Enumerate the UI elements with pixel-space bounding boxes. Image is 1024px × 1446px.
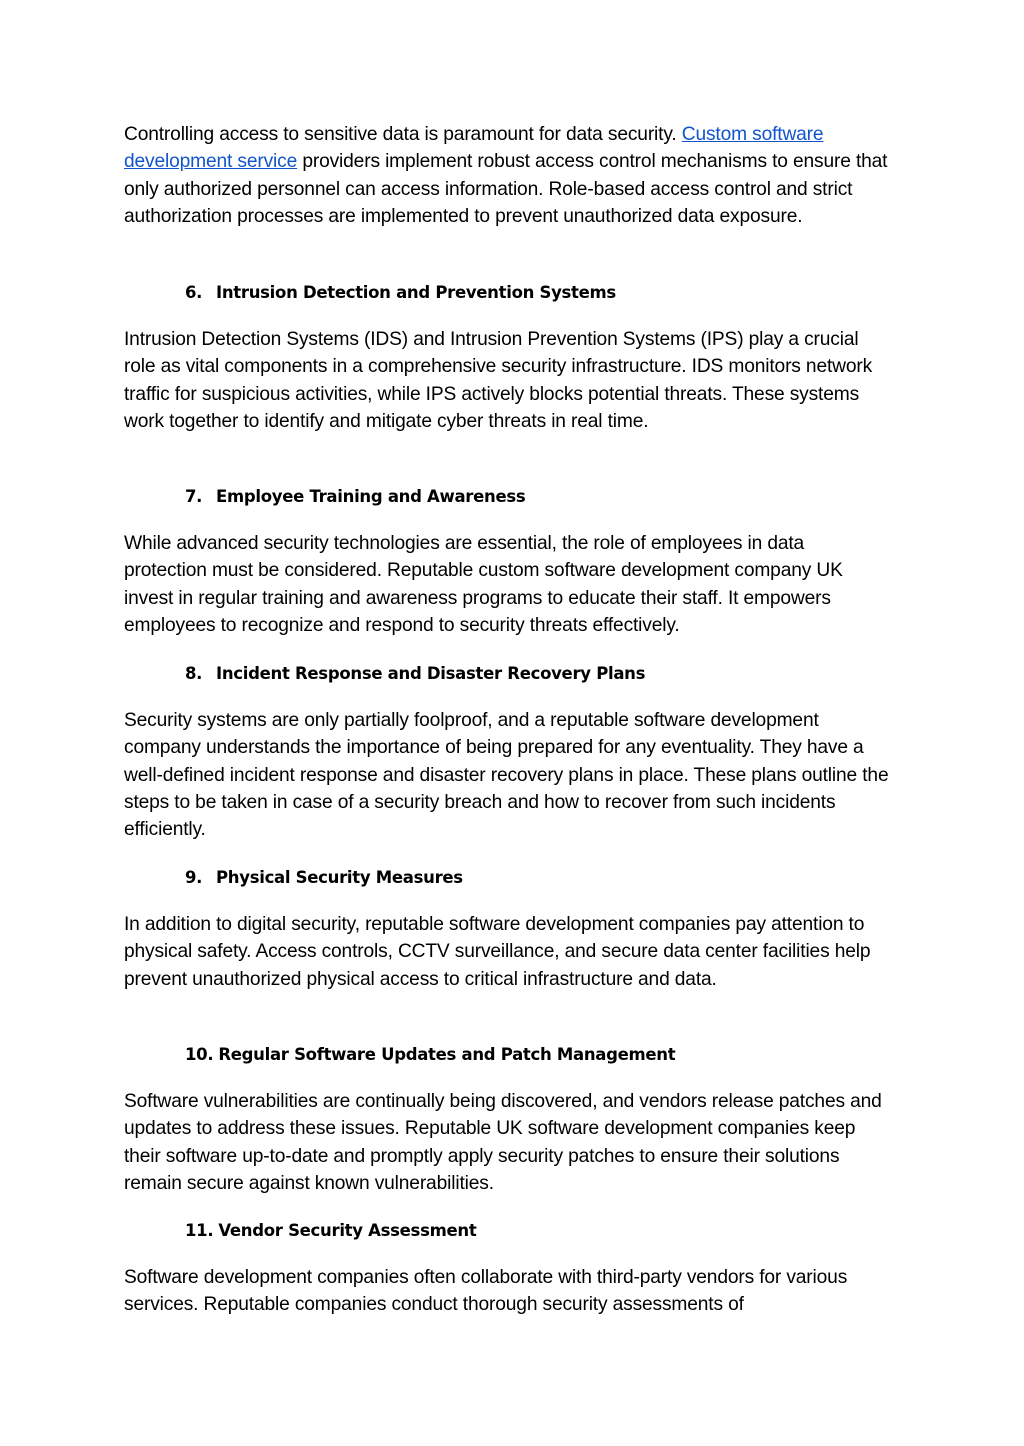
section-number: 6.: [185, 283, 203, 302]
section-number: 9.: [185, 868, 203, 887]
section-heading-11: [124, 1220, 905, 1242]
section-number: 10.: [185, 1045, 214, 1064]
section-number: 11.: [185, 1221, 214, 1240]
intro-paragraph: [124, 121, 904, 230]
section-title: Employee Training and Awareness: [216, 487, 526, 506]
section-title: Incident Response and Disaster Recovery Plans: [216, 664, 646, 683]
section-body-6: Intrusion Detection Systems (IDS) and Intrusion Prevention Systems (IPS) play a crucial role as vital components in a comprehensive security infrastructure. IDS monitors network traffic for suspicious activities, while IPS actively blocks potential threats. These systems work together to identify and mitigate cyber threats in real time.: [124, 329, 873, 432]
section-heading-6: [124, 282, 905, 304]
section-body-9: In addition to digital security, reputable software development companies pay attention to physical safety. Access controls, CCTV surveillance, and secure data center facilities help prevent unauthorized physical access to critical infrastructure and data.: [124, 914, 871, 990]
section-body-11: Software development companies often collaborate with third-party vendors for various services. Reputable companies conduct thorough security assessments of: [124, 1267, 848, 1316]
section-title: Vendor Security Assessment: [218, 1221, 477, 1240]
section-title: Physical Security Measures: [216, 868, 463, 887]
section-body-8: Security systems are only partially foolproof, and a reputable software development company understands the importance of being prepared for any eventuality. They have a well-defined incident response and disaster recovery plans in place. These plans outline the steps to be taken in case of a security breach and how to recover from such incidents efficiently.: [124, 710, 889, 841]
section-heading-8: [124, 663, 905, 685]
section-body-7: While advanced security technologies are essential, the role of employees in data protection must be considered. Reputable custom software development company UK invest in regular training and awareness programs to educate their staff. It empowers employees to recognize and respond to security threats effectively.: [124, 533, 843, 636]
section-title: Regular Software Updates and Patch Management: [218, 1045, 676, 1064]
intro-text-before-link: Controlling access to sensitive data is paramount for data security.: [124, 124, 682, 145]
custom-software-development-link[interactable]: Custom software development service: [124, 124, 824, 173]
intro-text-after-link: providers implement robust access control mechanisms to ensure that only authorized personnel can access information. Role-based access control and strict authorization processes are implemented to prevent unauthorized data exposure.: [124, 151, 888, 227]
section-title: Intrusion Detection and Prevention Systems: [216, 283, 616, 302]
section-heading-7: [124, 486, 905, 508]
section-number: 7.: [185, 487, 203, 506]
section-heading-9: [124, 867, 905, 889]
section-heading-10: [124, 1044, 905, 1066]
section-body-10: Software vulnerabilities are continually being discovered, and vendors release patches and updates to address these issues. Reputable UK software development companies keep their software up-to-date and promptly apply security patches to ensure their solutions remain secure against known vulnerabilities.: [124, 1091, 882, 1194]
section-number: 8.: [185, 664, 203, 683]
